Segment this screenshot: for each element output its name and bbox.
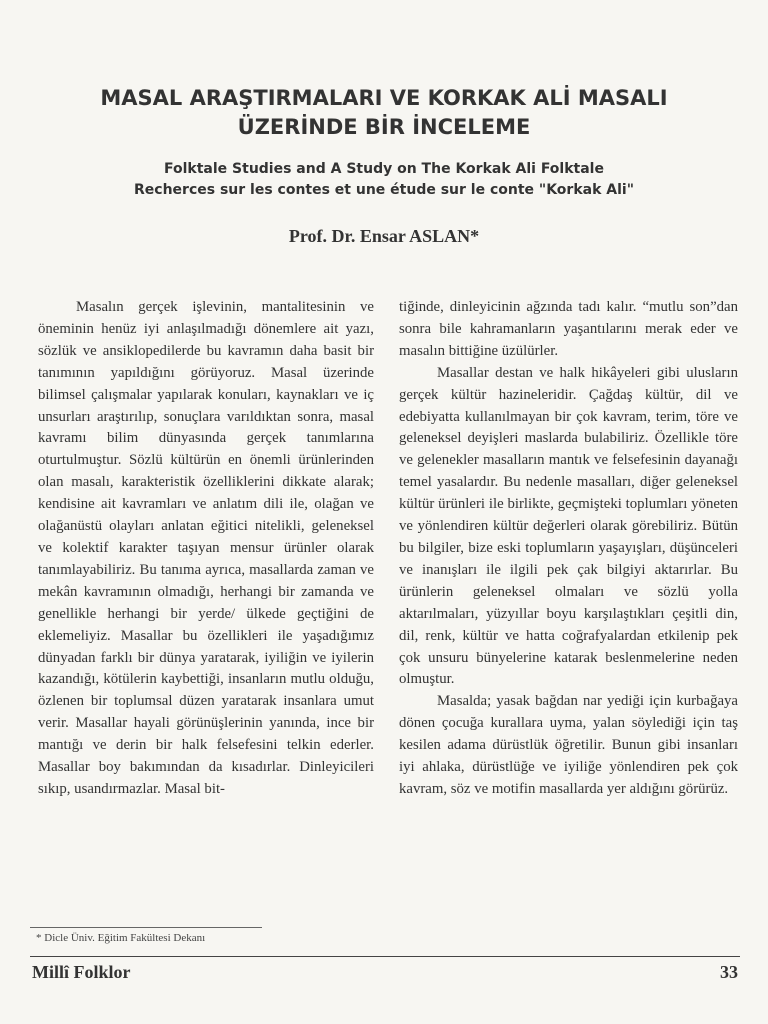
journal-name: Millî Folklor <box>32 962 131 982</box>
paragraph: Masallar destan ve halk hikâyeleri gibi ulusların gerçek kültür hazineleridir. Çağdaş kültür, dil ve edebiyatta kullanılmayan bir çok kavram, terim, töre ve geleneksel deyişleri maslarda bulabiliriz. Özellikle töre ve gelenekler masalların mantık ve felsefesinin dayanağı temel yasalardır. Bu nedenle masalları, diğer geleneksel kültür ürünleri ile birlikte, geçmişteki toplumları yöneten ve yönlendiren kültür değerleri olarak görebiliriz. Bütün bu bilgiler, bize eski toplumların yaşayışları, düşünceleri ve inanışları ile ilgili pek çak bilgiyi aktarırlar. Bu ürünlerin geleneksel olmaları ve sözlü yolla aktarılmaları, yüzyıllar boyu karşılaştıkları çeşitli din, dil, renk, kültür ve hatta coğrafyalardan etkilenip pek çok unsuru bünyelerine katarak beslenmelerine neden olmuştur. <box>399 364 738 688</box>
english-title: Folktale Studies and A Study on The Korkak Ali Folktale <box>164 161 604 177</box>
title-line-1: MASAL ARAŞTIRMALARI VE KORKAK ALİ MASALI <box>100 86 668 110</box>
right-column <box>399 297 738 801</box>
footnote-divider <box>30 927 262 928</box>
paragraph: Masalda; yasak bağdan nar yediği için kurbağaya dönen çocuğa kurallara uyma, yalan söylediği için taş kesilen adama dürüstlük öğretilir. Bunun gibi insanları iyi ahlaka, dürüstlüğe ve iyiliğe yönlendiren pek çok kavram, söz ve motifin masallarda yer aldığını görürüz. <box>399 693 738 797</box>
translated-titles <box>40 159 728 201</box>
left-column <box>38 297 374 801</box>
french-title: Recherces sur les contes et une étude sur le conte "Korkak Ali" <box>134 182 634 198</box>
author-name: Prof. Dr. Ensar ASLAN* <box>288 226 480 246</box>
footnote: * Dicle Üniv. Eğitim Fakültesi Dekanı <box>36 932 206 944</box>
article-title <box>60 84 708 142</box>
footer-divider <box>30 956 740 957</box>
paragraph: tiğinde, dinleyicinin ağzında tadı kalır. “mutlu son”dan sonra bile kahramanların yaşantılarını merak eder ve masalın bittiğine üzülürler. <box>399 299 738 359</box>
page-number: 33 <box>720 962 738 982</box>
title-line-2: ÜZERİNDE BİR İNCELEME <box>237 115 531 139</box>
paragraph: Masalın gerçek işlevinin, mantalitesinin ve öneminin henüz iyi anlaşılmadığı dönemlere ait yazı, sözlük ve ansiklopedilerde bu kavramın daha basit bir tanımının yapıldığını görüyoruz. Masal üzerinde bilimsel çalışmalar yapılarak konuları, kaynakları ve iç unsurları araştırılıp, sonuçlara varıldıktan sonra, masal kavramı bilim dünyasında gerçek tanımlarına oturtulmuştur. Sözlü kültürün en önemli ürünlerinden olan masalı, karakteristik özelliklerini dikkate alarak; kendisine ait kavramları ve anlatım dili ile, olağan ve olağanüstü olayları anlatan eğitici nitelikli, geleneksel ve kolektif karakter taşıyan mensur ürünler olarak tanımlayabiliriz. Bu tanıma ayrıca, masallarda zaman ve mekân kavramının olmadığı, herhangi bir zamanda ve genellikle herhangi bir yerde/ ülkede geçtiğini de eklemeliyiz. Masallar bu özellikleri ile yaşadığımız dünyadan farklı bir dünya yaratarak, iyiliğin ve iyilerin kazandığı, kötülerin kaybettiği, insanların mutlu olduğu, özlenen bir toplumsal düzen yaratarak insanlara umut verir. Masallar hayali görünüşlerinin yanında, ince bir mantığı ve derin bir halk felsefesini telkin ederler. Masallar boy bakımından da kısadırlar. Dinleyicileri sıkıp, usandırmazlar. Masal bit- <box>38 299 374 797</box>
